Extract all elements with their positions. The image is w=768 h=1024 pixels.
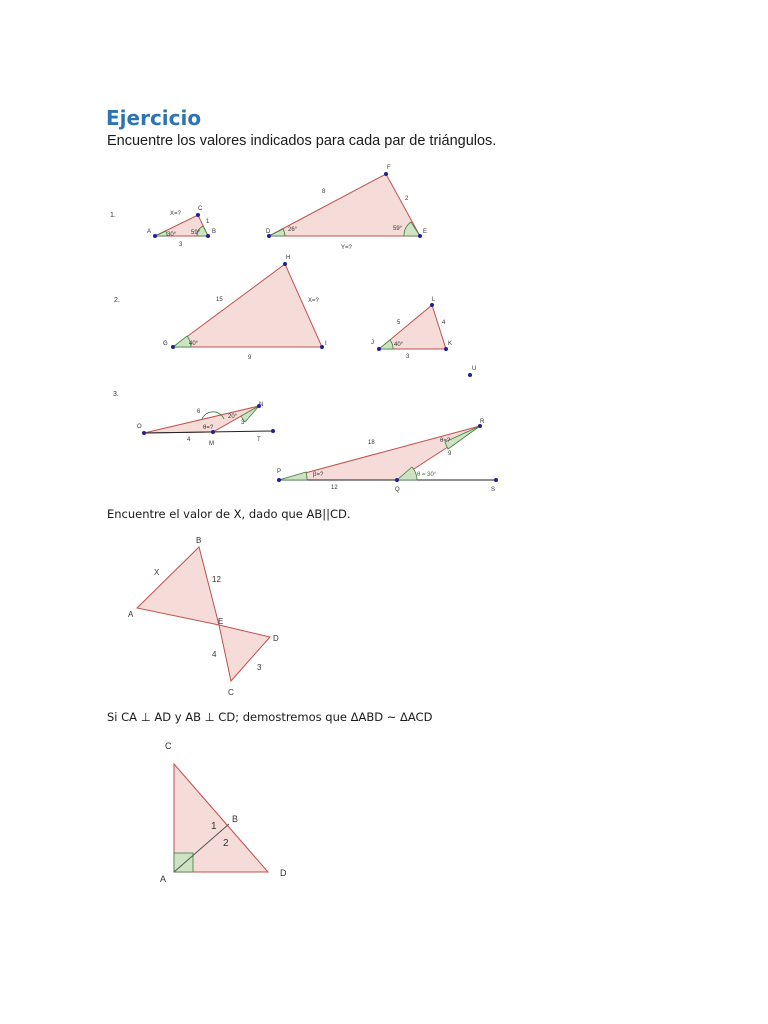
side-ab-label: 3 [179, 242, 183, 248]
angle-r-label: θ=? [440, 438, 451, 444]
vertex-g-label: G [163, 341, 168, 347]
vertex-i-label: I [325, 341, 327, 347]
row3-number: 3. [113, 391, 119, 398]
vertex-d-label: D [266, 229, 271, 235]
row2-number: 2. [114, 297, 120, 304]
side-hi-label: X=? [308, 298, 319, 304]
side-df-label: 8 [322, 189, 326, 195]
point-u-label: U [472, 366, 477, 372]
figure-right-triangle [150, 735, 300, 895]
side-lk-label: 4 [442, 320, 446, 326]
vertex-b-label: B [232, 814, 239, 824]
intro-text: Encuentre los valores indicados para cada par de triángulos. [107, 133, 497, 149]
side-fe-label: 2 [405, 196, 409, 202]
row1-small-triangle [147, 206, 216, 248]
vertex-b-label: B [212, 229, 217, 235]
side-gi-label: 9 [248, 355, 252, 361]
vertex-t-label: T [257, 437, 261, 443]
vertex-b-label: B [196, 536, 202, 545]
vertex-j-label: J [371, 340, 374, 346]
row1-number: 1. [110, 212, 116, 219]
side-pq-label: 12 [331, 485, 338, 491]
vertex-r-label: R [480, 419, 485, 425]
side-jl-label: 5 [397, 320, 401, 326]
side-de-label: Y=? [341, 245, 352, 251]
vertex-e-label: E [218, 617, 224, 626]
side-mn-label: 3 [241, 420, 245, 426]
vertex-q-label: Q [395, 487, 400, 493]
row2-large-triangle [163, 255, 327, 361]
side-be-label: 12 [212, 575, 221, 584]
vertex-c-label: C [228, 688, 234, 697]
angle-d-label: 26° [288, 227, 298, 233]
angle2-label: 2 [223, 838, 229, 849]
side-pr-label: 18 [368, 440, 375, 446]
side-ab-label: X [154, 568, 160, 577]
angle-j-label: 40° [394, 342, 404, 348]
side-gh-label: 15 [216, 297, 223, 303]
exercise-heading: Ejercicio [106, 106, 202, 130]
angle-b-label: 59° [191, 230, 201, 236]
row2-small-triangle [371, 297, 452, 360]
vertex-n-label: N [259, 402, 264, 408]
row1-large-triangle [266, 165, 427, 251]
angle1-label: 1 [211, 821, 217, 832]
vertex-c-label: C [198, 206, 203, 212]
angle-q-label: θ = 30° [417, 472, 437, 478]
angle-e-label: 59° [393, 226, 403, 232]
angle-p-label: β=? [313, 472, 324, 478]
vertex-e-label: E [423, 229, 428, 235]
exercise2-prompt: Encuentre el valor de X, dado que AB||CD. [107, 507, 351, 521]
side-jk-label: 3 [406, 354, 410, 360]
angle-a-label: 30° [167, 232, 177, 238]
vertex-a-label: A [128, 610, 134, 619]
vertex-k-label: K [448, 341, 453, 347]
angle-n-label: 20° [228, 414, 238, 420]
figure-triangle-pairs [100, 160, 520, 500]
angle-g-label: 40° [189, 341, 199, 347]
vertex-d-label: D [273, 634, 279, 643]
side-om-label: 4 [187, 437, 191, 443]
point-u [468, 373, 472, 377]
row3-large-figure [277, 419, 498, 493]
vertex-m-label: M [209, 441, 214, 447]
row3-small-figure [137, 402, 275, 447]
side-x-label: X=? [170, 211, 181, 217]
side-qr-label: 9 [448, 451, 452, 457]
vertex-c-label: C [165, 741, 172, 751]
side-cb-label: 1 [206, 219, 210, 225]
side-ec-label: 4 [212, 650, 217, 659]
vertex-o-label: O [137, 424, 142, 430]
vertex-a-label: A [147, 229, 152, 235]
exercise3-prompt: Si CA ⊥ AD y AB ⊥ CD; demostremos que ΔABD ~ ΔACD [107, 710, 433, 724]
vertex-p-label: P [277, 469, 282, 475]
side-on-label: 6 [197, 409, 201, 415]
vertex-s-label: S [491, 487, 496, 493]
side-cd-label: 3 [257, 663, 262, 672]
vertex-h-label: H [286, 255, 291, 261]
vertex-f-label: F [387, 165, 391, 171]
angle-m-label: θ=? [203, 425, 214, 431]
figure-parallel-triangles [120, 530, 300, 700]
vertex-d-label: D [280, 868, 287, 878]
vertex-l-label: L [432, 297, 436, 303]
vertex-a-label: A [160, 874, 167, 884]
